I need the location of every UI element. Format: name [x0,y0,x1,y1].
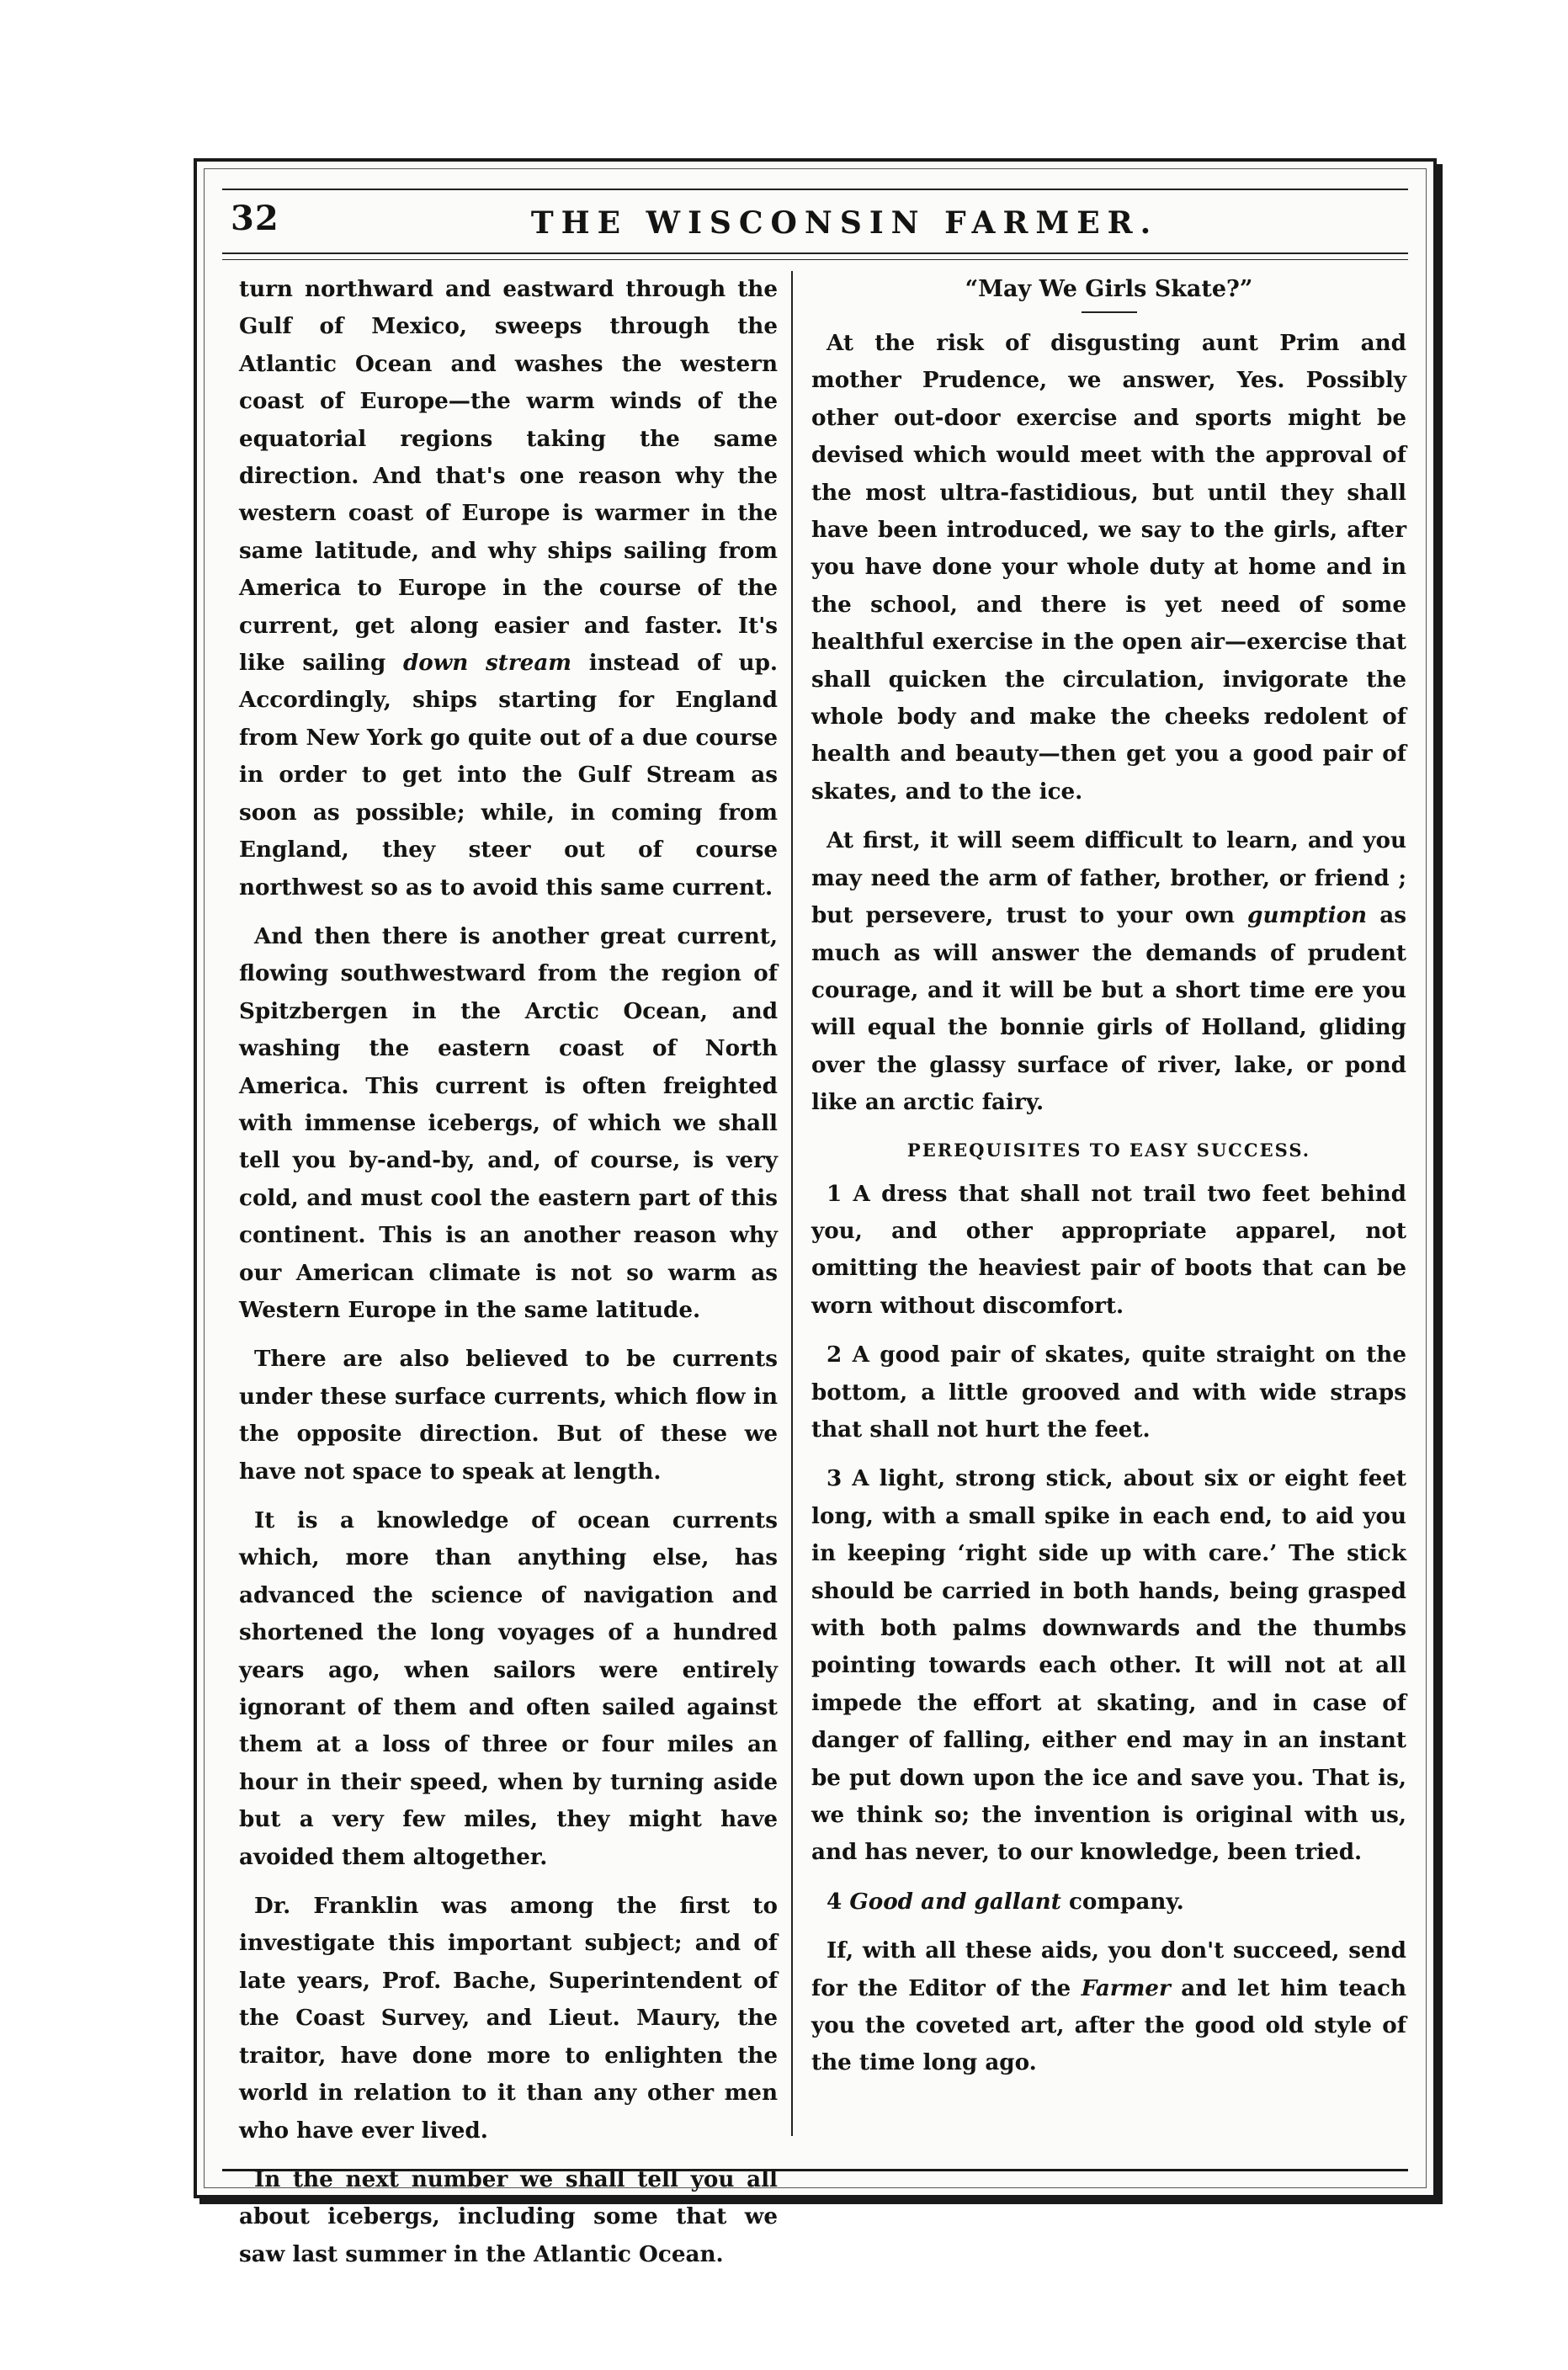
list-item: 1 A dress that shall not trail two feet behind you, and other appropriate apparel, not omitting the heaviest pair of boots that can be worn without discomfort. [811,1180,1406,1319]
heading-rule [1082,311,1137,313]
paragraph: At first, it will seem difficult to learn, and you may need the arm of father, brother, or friend ; but persevere, trust to your own gumption as much as will answer the demands of prudent courage, and it will be but a short time ere you will equal the bonnie girls of Holland, gliding over the glassy surface of river, lake, or pond like an arctic fairy. [811,827,1406,1116]
running-title: THE WISCONSIN FARMER. [530,205,1159,241]
list-item: 2 A good pair of skates, quite straight on the bottom, a little grooved and with wide straps that shall not hurt the feet. [811,1342,1406,1443]
right-column [811,271,1406,2136]
header-top-rule [222,189,1408,190]
list-item: 4 Good and gallant company. [827,1888,1184,1915]
paragraph: In the next number we shall tell you all about icebergs, including some that we saw last summer in the Atlantic Ocean. [239,2165,778,2267]
italic-text: down stream [402,650,571,677]
paragraph: Dr. Franklin was among the first to investigate this important subject; and of late years, Prof. Bache, Superintendent of the Coast Survey, and Lieut. Maury, the traitor, have done more to enlighten the world in relation to it than any other men who have ever lived. [239,1893,778,2144]
bottom-rule [222,2169,1408,2171]
section-subhead: PEREQUISITES TO EASY SUCCESS. [906,1139,1311,1161]
paragraph: And then there is another great current, flowing southwestward from the region of Spitzbergen in the Arctic Ocean, and washing the eastern coast of North America. This current is often freighted with immense icebergs, of which we shall tell you by-and-by, and, of course, is very cold, and must cool the eastern part of this continent. This is an another reason why our American climate is not so warm as Western Europe in the same latitude. [239,922,778,1323]
left-column [239,271,779,2267]
paragraph: There are also believed to be currents under these surface currents, which flow in the opposite direction. But of these we have not space to speak at length. [239,1346,778,1485]
list-item: 3 A light, strong stick, about six or eight feet long, with a small spike in each end, to aid you in keeping ‘right side up with care.’ The stick should be carried in both hands, being grasped with both palms downwards and the thumbs pointing towards each other. It will not at all impede the effort at skating, and in case of danger of falling, either end may in an instant be put down upon the ice and save you. That is, we think so; the invention is original with us, and has never, to our knowledge, been tried. [811,1465,1406,1866]
article-heading: “May We Girls Skate?” [965,276,1253,302]
column-divider [791,271,793,2136]
page-header [222,192,1408,251]
italic-text: gumption [1247,902,1368,929]
italic-text: Farmer [1081,1974,1171,2001]
paragraph: If, with all these aids, you don't succeed, send for the Editor of the Farmer and let him teach you the coveted art, after the good old style of the time long ago. [811,1937,1406,2076]
paragraph: turn northward and eastward through the Gulf of Mexico, sweeps through the Atlantic Ocean and washes the western coast of Europe—the warm winds of the equatorial regions taking the same direction. And that's one reason why the western coast of Europe is warmer in the same latitude, and why ships sailing from America to Europe in the course of the current, get along easier and faster. It's like sailing down stream instead of up. Accordingly, ships starting for England from New York go quite out of a due course in order to get into the Gulf Stream as soon as possible; while, in coming from England, they steer out of course northwest so as to avoid this same current. [239,276,779,901]
page-frame [194,158,1437,2267]
italic-text: Good and gallant [849,1888,1061,1915]
header-double-rule [222,252,1408,260]
page-number: 32 [231,199,279,238]
two-column-body [239,271,1406,2267]
paragraph: At the risk of disgusting aunt Prim and mother Prudence, we answer, Yes. Possibly other out-door exercise and sports might be devised which would meet with the approval of the most ultra-fastidious, but until they shall have been introduced, we say to the girls, after you have done your whole duty at home and in the school, and there is yet need of some healthful exercise in the open air—exercise that shall quicken the circulation, invigorate the whole body and make the cheeks redolent of health and beauty—then get you a good pair of skates, and to the ice. [811,330,1406,805]
paragraph: It is a knowledge of ocean currents which, more than anything else, has advanced the science of navigation and shortened the long voyages of a hundred years ago, when sailors were entirely ignorant of them and often sailed against them at a loss of three or four miles an hour in their speed, when by turning aside but a very few miles, they might have avoided them altogether. [239,1507,778,1870]
